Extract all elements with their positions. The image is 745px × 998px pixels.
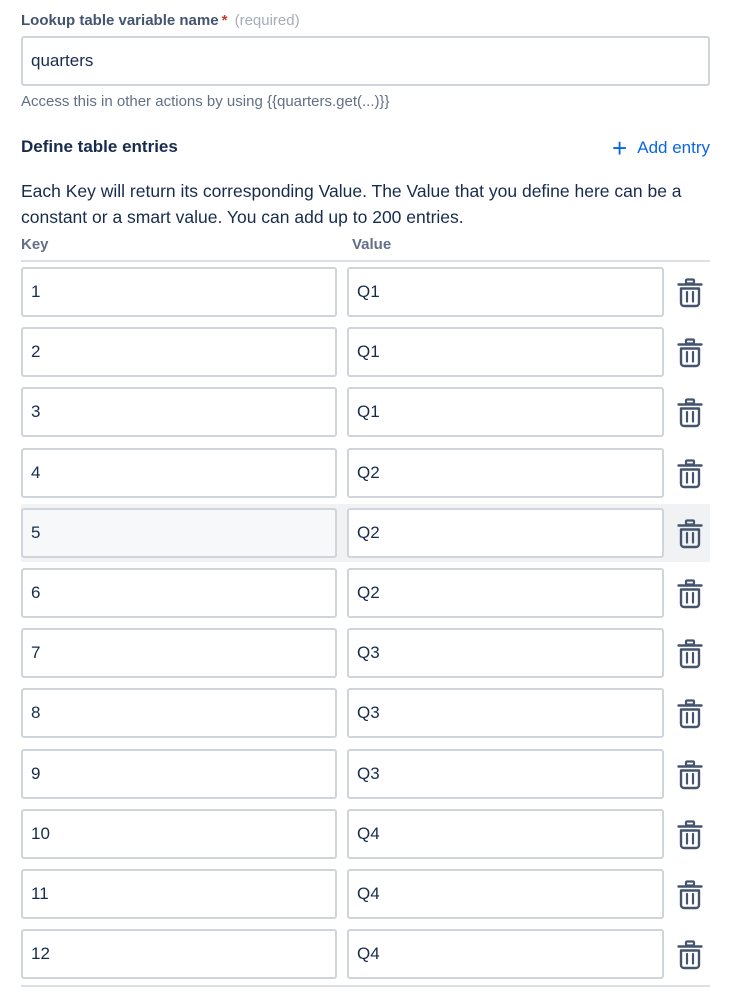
delete-entry-button[interactable] [676,398,704,428]
delete-entry-button[interactable] [676,880,704,910]
trash-icon [677,278,703,308]
section-title: Define table entries [21,137,178,156]
delete-entry-button[interactable] [676,579,704,609]
key-input[interactable] [21,749,337,799]
value-input[interactable] [347,809,664,859]
delete-entry-button[interactable] [676,278,704,308]
entries-list [0,263,745,985]
trash-icon [677,338,703,368]
delete-entry-button[interactable] [676,338,704,368]
key-column-header: Key [21,236,49,253]
delete-entry-button[interactable] [676,459,704,489]
delete-entry-button[interactable] [676,639,704,669]
add-entry-button[interactable] [612,135,710,161]
delete-entry-button[interactable] [676,820,704,850]
table-row [0,504,745,564]
value-input[interactable] [347,568,664,618]
key-input[interactable] [21,267,337,317]
plus-icon: + [612,133,628,163]
variable-name-label [21,12,300,29]
add-entry-label: Add entry [637,138,710,157]
delete-entry-button[interactable] [676,519,704,549]
value-input[interactable] [347,508,664,558]
table-row [0,805,745,865]
table-row [0,925,745,985]
key-input[interactable] [21,568,337,618]
trash-icon [677,880,703,910]
key-input[interactable] [21,628,337,678]
value-input[interactable] [347,387,664,437]
delete-entry-button[interactable] [676,699,704,729]
trash-icon [677,639,703,669]
table-row [0,624,745,684]
table-row [0,745,745,805]
value-input[interactable] [347,749,664,799]
delete-entry-button[interactable] [676,940,704,970]
value-input[interactable] [347,688,664,738]
value-input[interactable] [347,267,664,317]
key-input[interactable] [21,869,337,919]
trash-icon [677,579,703,609]
trash-icon [677,519,703,549]
variable-name-label-text: Lookup table variable name [21,12,219,29]
variable-usage-help: Access this in other actions by using {{quarters.get(...)}} [21,93,390,110]
entries-description: Each Key will return its corresponding Value. The Value that you define here can be a constant or a smart value. You can add up to 200 entries. [21,181,682,227]
table-row [0,323,745,383]
table-divider-top [21,260,710,262]
variable-name-input[interactable] [21,36,710,86]
trash-icon [677,820,703,850]
key-input[interactable] [21,387,337,437]
required-asterisk: * [221,12,228,29]
value-input[interactable] [347,327,664,377]
table-row [0,564,745,624]
key-input[interactable] [21,508,337,558]
table-row [0,865,745,925]
value-input[interactable] [347,448,664,498]
required-hint: (required) [234,12,300,29]
key-input[interactable] [21,809,337,859]
value-column-header: Value [352,236,392,253]
trash-icon [677,459,703,489]
value-input[interactable] [347,628,664,678]
delete-entry-button[interactable] [676,760,704,790]
key-input[interactable] [21,327,337,377]
table-row [0,263,745,323]
table-divider-bottom [21,985,710,987]
trash-icon [677,398,703,428]
trash-icon [677,699,703,729]
trash-icon [677,940,703,970]
value-input[interactable] [347,869,664,919]
table-row [0,444,745,504]
key-input[interactable] [21,929,337,979]
key-input[interactable] [21,448,337,498]
trash-icon [677,760,703,790]
value-input[interactable] [347,929,664,979]
key-input[interactable] [21,688,337,738]
table-row [0,684,745,744]
table-row [0,383,745,443]
